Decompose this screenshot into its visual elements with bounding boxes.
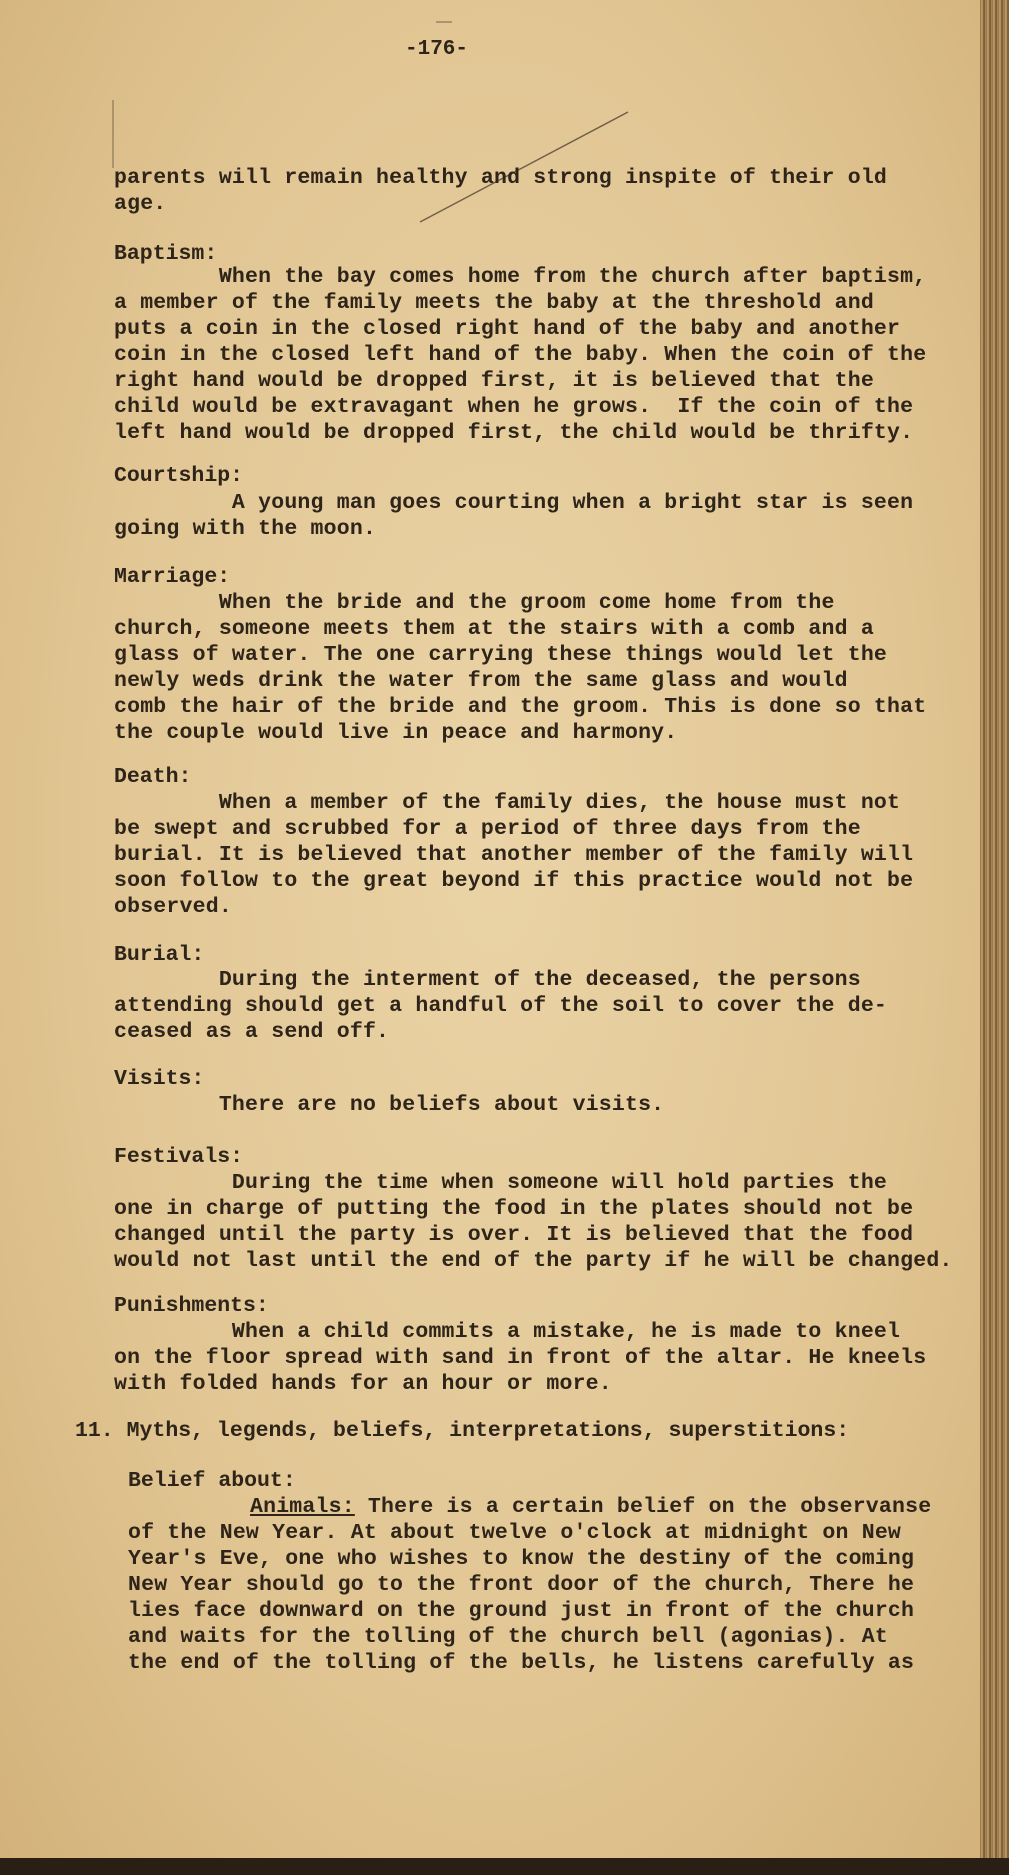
animals-label: Animals: [250,1495,355,1519]
heading-baptism: Baptism: [114,242,218,266]
paragraph-baptism: When the bay comes home from the church after baptism, a member of the family meets the baby at the threshold and puts a coin in the closed right hand of the baby and another coin in the closed left hand of the baby. When the coin of the right hand would be dropped first, it is believed that the child would be extravagant when he grows. If the coin of the left hand would be dropped first, the child would be thrifty. [114,265,927,445]
paragraph-visits: There are no beliefs about visits. [114,1093,665,1117]
paragraph-courtship: A young man goes courting when a bright star is seen going with the moon. [114,491,914,541]
heading-burial: Burial: [114,943,205,967]
paragraph-marriage: When the bride and the groom come home from the church, someone meets them at the stairs with a comb and a glass of water. The one carrying these things would let the newly weds drink the water from the same glass and would comb the hair of the bride and the groom. This is done so that the couple would live in peace and harmony. [114,591,927,745]
heading-marriage: Marriage: [114,565,231,589]
paragraph-burial: During the interment of the deceased, the persons attending should get a handful of the soil to cover the de- ceased as a send off. [114,968,888,1044]
subheading-belief-about: Belief about: [128,1469,296,1493]
heading-death: Death: [114,765,192,789]
page-number: -176- [405,38,469,61]
animals-first-line: There is a certain belief on the observanse [354,1495,932,1519]
heading-punishments: Punishments: [114,1294,269,1318]
heading-courtship: Courtship: [114,464,244,488]
paragraph-animals: of the New Year. At about twelve o'clock at midnight on New Year's Eve, one who wishes to know the destiny of the coming New Year should go to the front door of the church, There he lies face downward on the ground just in front of the church and waits for the tolling of the church bell (agonias). At the end of the tolling of the bells, he listens carefully as [128,1521,915,1675]
heading-visits: Visits: [114,1067,205,1091]
heading-festivals: Festivals: [114,1145,244,1169]
label-animals [250,1494,931,1520]
paragraph-death: When a member of the family dies, the house must not be swept and scrubbed for a period of three days from the burial. It is believed that another member of the family will soon follow to the great beyond if this practice would not be observed. [114,791,914,919]
heading-section-11: 11. Myths, legends, beliefs, interpretations, superstitions: [75,1419,850,1443]
opening-paragraph: parents will remain healthy and strong inspite of their old age. [114,166,888,216]
bottom-edge [0,1858,1009,1875]
book-spine [980,0,1009,1875]
paragraph-punishments: When a child commits a mistake, he is made to kneel on the floor spread with sand in front of the altar. He kneels with folded hands for an hour or more. [114,1320,927,1396]
paragraph-festivals: During the time when someone will hold parties the one in charge of putting the food in the plates should not be changed until the party is over. It is believed that the food would not last until the end of the party if he will be changed. [114,1171,953,1273]
